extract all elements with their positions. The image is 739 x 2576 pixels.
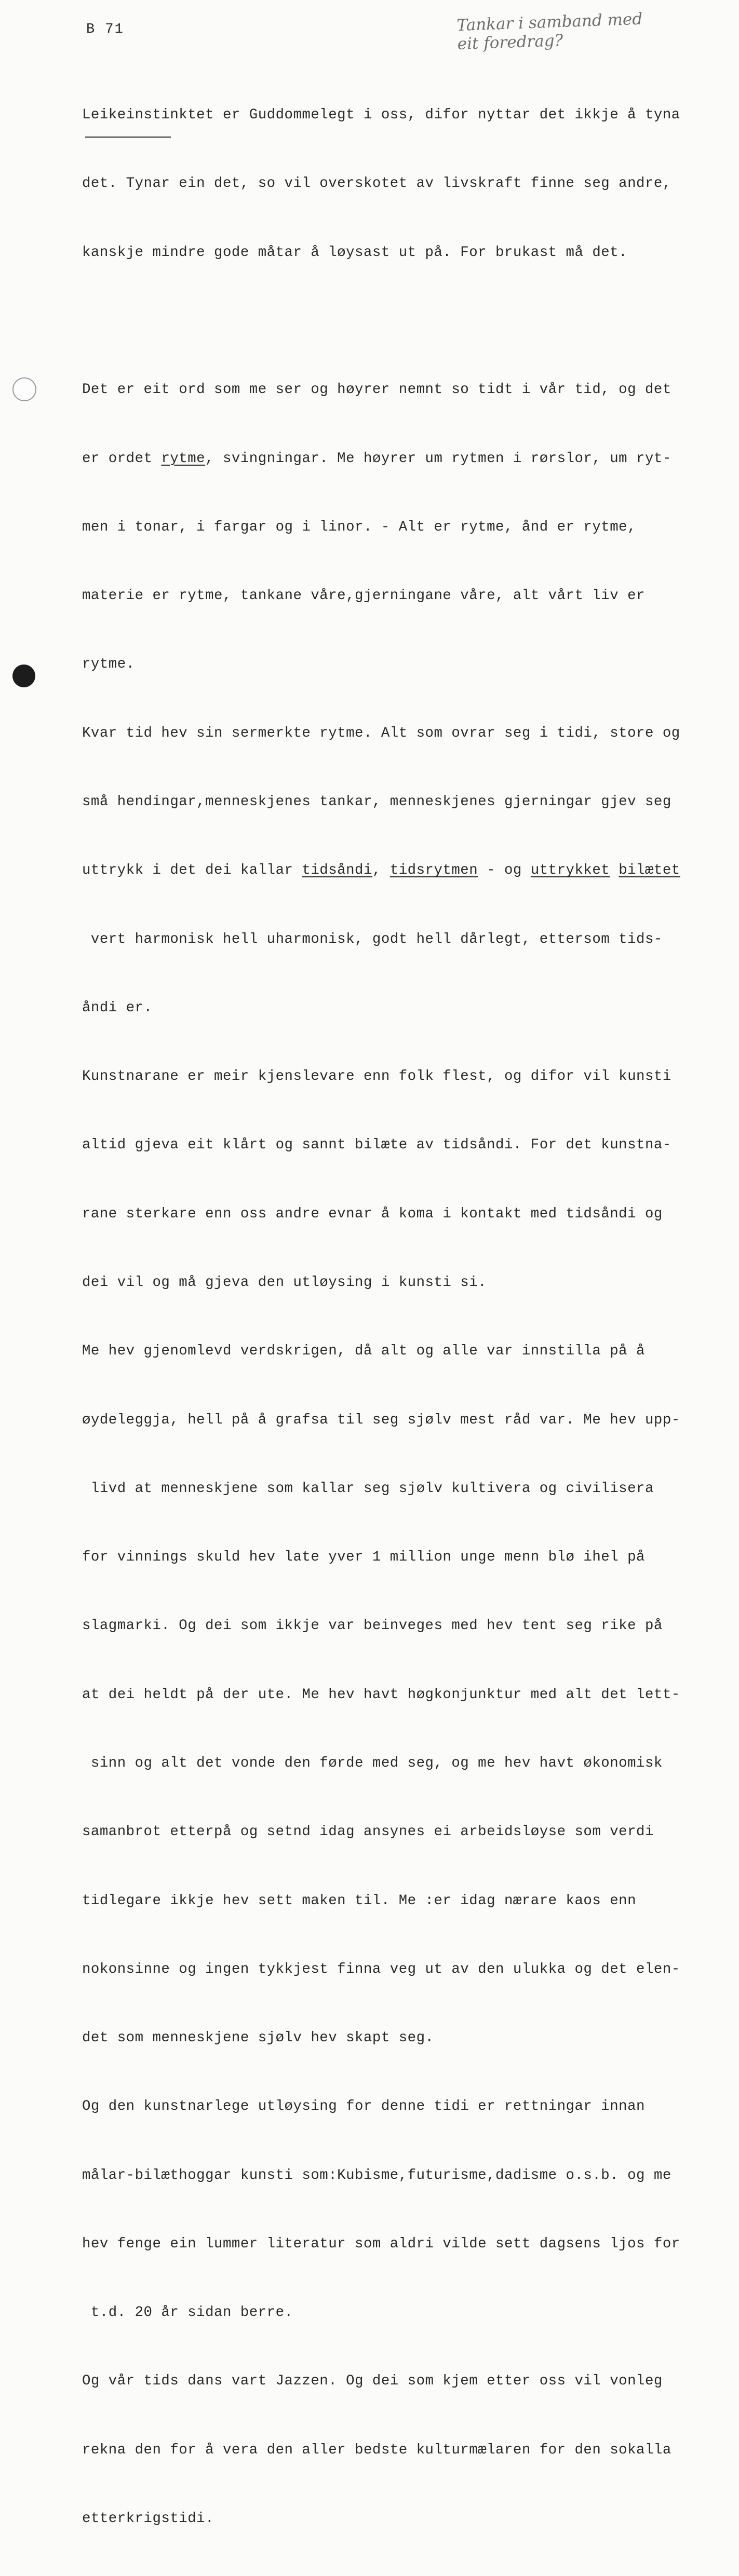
typed-body-text: [82, 58, 726, 2576]
text-line: rekna den for å vera den aller bedste kulturmælaren for den sokalla: [82, 2442, 671, 2458]
text-line: Kvar tid hev sin sermerkte rytme. Alt som ovrar seg i tidi, store og: [82, 725, 680, 741]
text-line: etterkrigstidi.: [82, 2511, 214, 2527]
text-segment: er ordet: [82, 450, 162, 467]
underlined-word: tidsrytmen: [389, 862, 478, 879]
text-line: [82, 448, 726, 470]
text-segment: uttrykk i det dei kallar: [82, 862, 302, 879]
underlined-word: uttrykket: [530, 862, 610, 879]
text-segment: - og: [478, 862, 531, 879]
text-line: øydeleggja, hell på å grafsa til seg sjølv mest råd var. Me hev upp-: [82, 1412, 680, 1428]
text-line: men i tonar, i fargar og i linor. - Alt er rytme, ånd er rytme,: [82, 519, 637, 535]
text-line: slagmarki. Og dei som ikkje var beinveges med hev tent seg rike på: [82, 1618, 663, 1634]
text-line: åndi er.: [82, 999, 153, 1016]
text-line: Leikeinstinktet er Guddommelegt i oss, difor nyttar det ikkje å tyna: [82, 107, 680, 124]
text-line: for vinnings skuld hev late yver 1 million unge menn blø ihel på: [82, 1549, 645, 1566]
text-line: kanskje mindre gode måtar å løysast ut på. For brukast må det.: [82, 244, 628, 261]
punch-hole-bottom: [12, 665, 35, 687]
text-segment: , svingningar. Me høyrer um rytmen i rørslor, um ryt-: [205, 450, 671, 467]
text-line: det som menneskjene sjølv hev skapt seg.: [82, 2030, 434, 2046]
text-line: [82, 859, 726, 882]
text-line: Kunstnarane er meir kjenslevare enn folk flest, og difor vil kunsti: [82, 1068, 671, 1085]
text-line: dei vil og må gjeva den utløysing i kunsti si.: [82, 1274, 487, 1291]
text-line: tidlegare ikkje hev sett maken til. Me :er idag nærare kaos enn: [82, 1892, 637, 1909]
text-line: samanbrot etterpå og setnd idag ansynes ei arbeidsløyse som verdi: [82, 1824, 654, 1840]
text-segment: ,: [372, 862, 390, 879]
text-line: t.d. 20 år sidan berre.: [82, 2304, 293, 2321]
text-line: rytme.: [82, 656, 135, 673]
text-line: nokonsinne og ingen tykkjest finna veg ut av den ulukka og det elen-: [82, 1961, 680, 1977]
text-line: Det er eit ord som me ser og høyrer nemnt so tidt i vår tid, og det: [82, 382, 671, 398]
text-segment: [610, 862, 619, 878]
text-line: materie er rytme, tankane våre,gjerningane våre, alt vårt liv er: [82, 588, 645, 604]
underlined-word: rytme: [161, 450, 206, 467]
text-line: livd at menneskjene som kallar seg sjølv kultivera og civilisera: [82, 1480, 654, 1497]
text-line: små hendingar,menneskjenes tankar, menneskjenes gjerningar gjev seg: [82, 794, 671, 810]
text-line: hev fenge ein lummer literatur som aldri vilde sett dagsens ljos for: [82, 2235, 680, 2252]
text-line: sinn og alt det vonde den førde med seg, og me hev havt økonomisk: [82, 1755, 663, 1771]
text-line: målar-bilæthoggar kunsti som:Kubisme,futurisme,dadisme o.s.b. og me: [82, 2167, 671, 2184]
text-line: vert harmonisk hell uharmonisk, godt hell dårlegt, ettersom tids-: [82, 931, 663, 947]
document-reference: B 71: [86, 22, 124, 37]
text-line: at dei heldt på der ute. Me hev havt høgkonjunktur med alt det lett-: [82, 1686, 680, 1703]
underlined-word: tidsåndi: [302, 862, 372, 879]
handwritten-note-line2: eit foredrag?: [457, 31, 563, 54]
text-line: Og den kunstnarlege utløysing for denne tidi er rettningar innan: [82, 2098, 645, 2115]
text-line: Og vår tids dans vart Jazzen. Og dei som kjem etter oss vil vonleg: [82, 2373, 663, 2390]
text-line: Me hev gjenomlevd verdskrigen, då alt og alle var innstilla på å: [82, 1343, 645, 1360]
handwritten-note: [456, 7, 728, 53]
handwritten-note-line1: Tankar i samband med: [456, 9, 643, 35]
underlined-word: bilætet: [619, 862, 680, 879]
text-line: det. Tynar ein det, so vil overskotet av livskraft finne seg andre,: [82, 175, 671, 192]
punch-hole-top: [12, 377, 36, 401]
blank-line: [82, 310, 726, 333]
text-line: rane sterkare enn oss andre evnar å koma i kontakt med tidsåndi og: [82, 1205, 663, 1222]
text-line: altid gjeva eit klårt og sannt bilæte av tidsåndi. For det kunstna-: [82, 1137, 671, 1154]
